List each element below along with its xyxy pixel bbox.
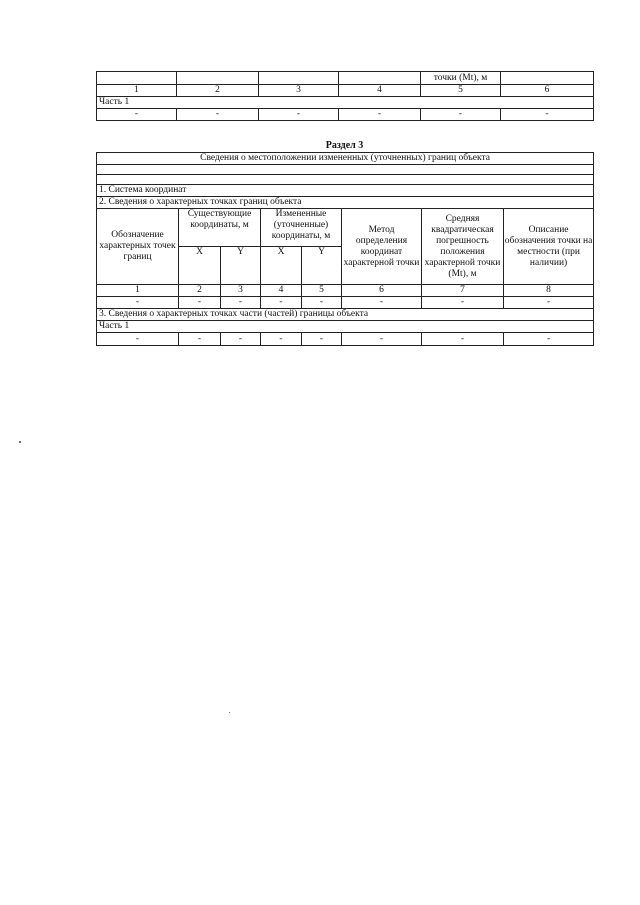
header-method: Метод определения координат характерной точки xyxy=(342,209,422,285)
empty-row xyxy=(97,175,594,185)
table-header-row xyxy=(97,209,594,247)
dash-cell: - xyxy=(97,297,179,309)
dash-cell: - xyxy=(97,333,179,346)
table-row xyxy=(97,321,594,333)
column-number: 2 xyxy=(179,285,221,297)
part-label: Часть 1 xyxy=(97,97,594,109)
column-number: 1 xyxy=(97,85,177,97)
header-changed-coords: Измененные (уточненные) координаты, м xyxy=(261,209,342,247)
dash-cell: - xyxy=(422,333,504,346)
column-number: 4 xyxy=(339,85,421,97)
dash-cell: - xyxy=(97,109,177,121)
table-part1-continuation xyxy=(96,71,594,121)
table-heading: Сведения о местоположении измененных (уточненных) границ объекта xyxy=(97,153,594,165)
column-number: 2 xyxy=(177,85,259,97)
column-number: 3 xyxy=(259,85,339,97)
coord-system-label: 1. Система координат xyxy=(97,185,594,197)
column-number: 6 xyxy=(501,85,594,97)
dash-cell: - xyxy=(342,297,422,309)
dash-cell: - xyxy=(221,333,261,346)
column-number: 5 xyxy=(302,285,342,297)
dash-cell: - xyxy=(339,109,421,121)
table-row xyxy=(97,285,594,297)
column-number: 7 xyxy=(422,285,504,297)
table-cell xyxy=(259,72,339,85)
table-row xyxy=(97,97,594,109)
dash-cell: - xyxy=(259,109,339,121)
dash-cell: - xyxy=(221,297,261,309)
column-number: 1 xyxy=(97,285,179,297)
column-number: 3 xyxy=(221,285,261,297)
table-row xyxy=(97,153,594,165)
header-x: X xyxy=(179,247,221,285)
scan-speck xyxy=(19,441,21,443)
empty-row xyxy=(97,165,594,175)
dash-cell: - xyxy=(421,109,501,121)
dash-cell: - xyxy=(177,109,259,121)
column-number: 6 xyxy=(342,285,422,297)
table-cell xyxy=(97,72,177,85)
table-row xyxy=(97,297,594,309)
dash-cell: - xyxy=(342,333,422,346)
header-error: Средняя квадратическая погрешность положения характерной точки (Mt), м xyxy=(422,209,504,285)
table-cell xyxy=(501,72,594,85)
table-row xyxy=(97,333,594,346)
scan-speck xyxy=(229,712,230,713)
table-row xyxy=(97,197,594,209)
header-existing-coords: Существующие координаты, м xyxy=(179,209,261,247)
dash-cell: - xyxy=(179,333,221,346)
table-row xyxy=(97,85,594,97)
header-point-designation: Обозначение характерных точек границ xyxy=(97,209,179,285)
header-y: Y xyxy=(221,247,261,285)
table-row xyxy=(97,165,594,175)
part-points-label: 3. Сведения о характерных точках части (частей) границы объекта xyxy=(97,309,594,321)
part-label: Часть 1 xyxy=(97,321,594,333)
char-points-label: 2. Сведения о характерных точках границ объекта xyxy=(97,197,594,209)
dash-cell: - xyxy=(504,333,594,346)
table-row xyxy=(97,175,594,185)
table-row xyxy=(97,309,594,321)
table-cell xyxy=(177,72,259,85)
table-row xyxy=(97,109,594,121)
table-cell: точки (Mt), м xyxy=(421,72,501,85)
dash-cell: - xyxy=(302,297,342,309)
header-y: Y xyxy=(302,247,342,285)
dash-cell: - xyxy=(261,333,302,346)
dash-cell: - xyxy=(179,297,221,309)
table-cell xyxy=(339,72,421,85)
dash-cell: - xyxy=(501,109,594,121)
header-description: Описание обозначения точки на местности (при наличии) xyxy=(504,209,594,285)
table-row xyxy=(97,185,594,197)
dash-cell: - xyxy=(302,333,342,346)
dash-cell: - xyxy=(422,297,504,309)
table-row xyxy=(97,72,594,85)
header-x: X xyxy=(261,247,302,285)
column-number: 5 xyxy=(421,85,501,97)
dash-cell: - xyxy=(504,297,594,309)
column-number: 8 xyxy=(504,285,594,297)
dash-cell: - xyxy=(261,297,302,309)
section-title: Раздел 3 xyxy=(325,140,364,151)
table-section3 xyxy=(96,152,594,346)
column-number: 4 xyxy=(261,285,302,297)
